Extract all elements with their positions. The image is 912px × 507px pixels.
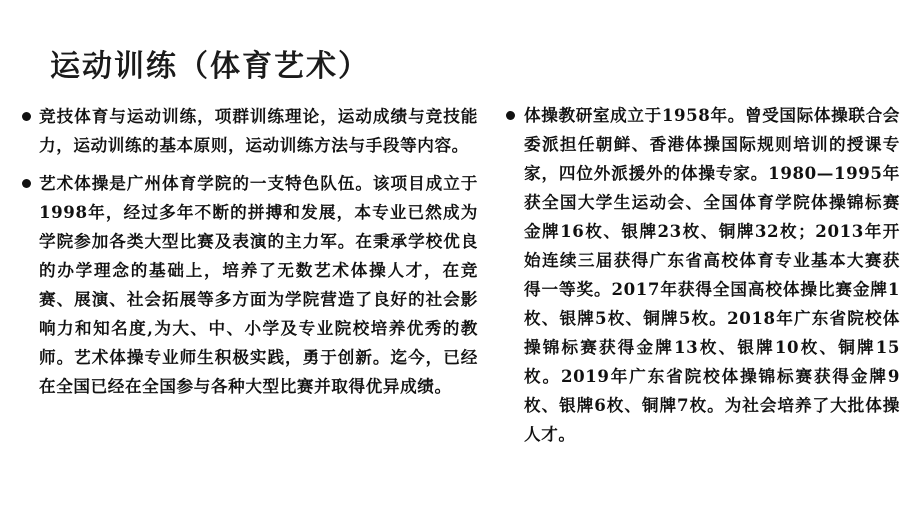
bullet-dot-icon (506, 111, 515, 120)
bullet-item (22, 102, 478, 160)
slide-title: 运动训练（体育艺术） (50, 49, 370, 84)
bullet-item (22, 169, 478, 401)
bullet-item (504, 101, 900, 449)
bullet-text: 体操教研室成立于1958年。曾受国际体操联合会委派担任朝鲜、香港体操国际规则培训的授课专家，四位外派援外的体操专家。1980—1995年获全国大学生运动会、全国体育学院体操锦标赛金牌16枚、银牌23枚、铜牌32枚；2013年开始连续三届获得广东省高校体育专业基本大赛获得一等奖。2017年获得全国高校体操比赛金牌1枚、银牌5枚、铜牌5枚。2018年广东省院校体操锦标赛获得金牌13枚、银牌10枚、铜牌15枚。2019年广东省院校体操锦标赛获得金牌9枚、银牌6枚、铜牌7枚。为社会培养了大批体操人才。 (524, 105, 900, 444)
bullet-dot-icon (22, 112, 31, 121)
left-column (22, 102, 478, 410)
bullet-text: 艺术体操是广州体育学院的一支特色队伍。该项目成立于1998年，经过多年不断的拼搏和发展，本专业已然成为学院参加各类大型比赛及表演的主力军。在秉承学校优良的办学理念的基础上，培养了无数艺术体操人才，在竞赛、展演、社会拓展等多方面为学院营造了良好的社会影响力和知名度,为大、中、小学及专业院校培养优秀的教师。艺术体操专业师生积极实践，勇于创新。迄今，已经在全国已经在全国参与各种大型比赛并取得优异成绩。 (39, 173, 478, 396)
right-column (504, 101, 900, 458)
bullet-text: 竞技体育与运动训练，项群训练理论，运动成绩与竞技能力，运动训练的基本原则，运动训练方法与手段等内容。 (39, 106, 478, 155)
bullet-dot-icon (22, 179, 31, 188)
